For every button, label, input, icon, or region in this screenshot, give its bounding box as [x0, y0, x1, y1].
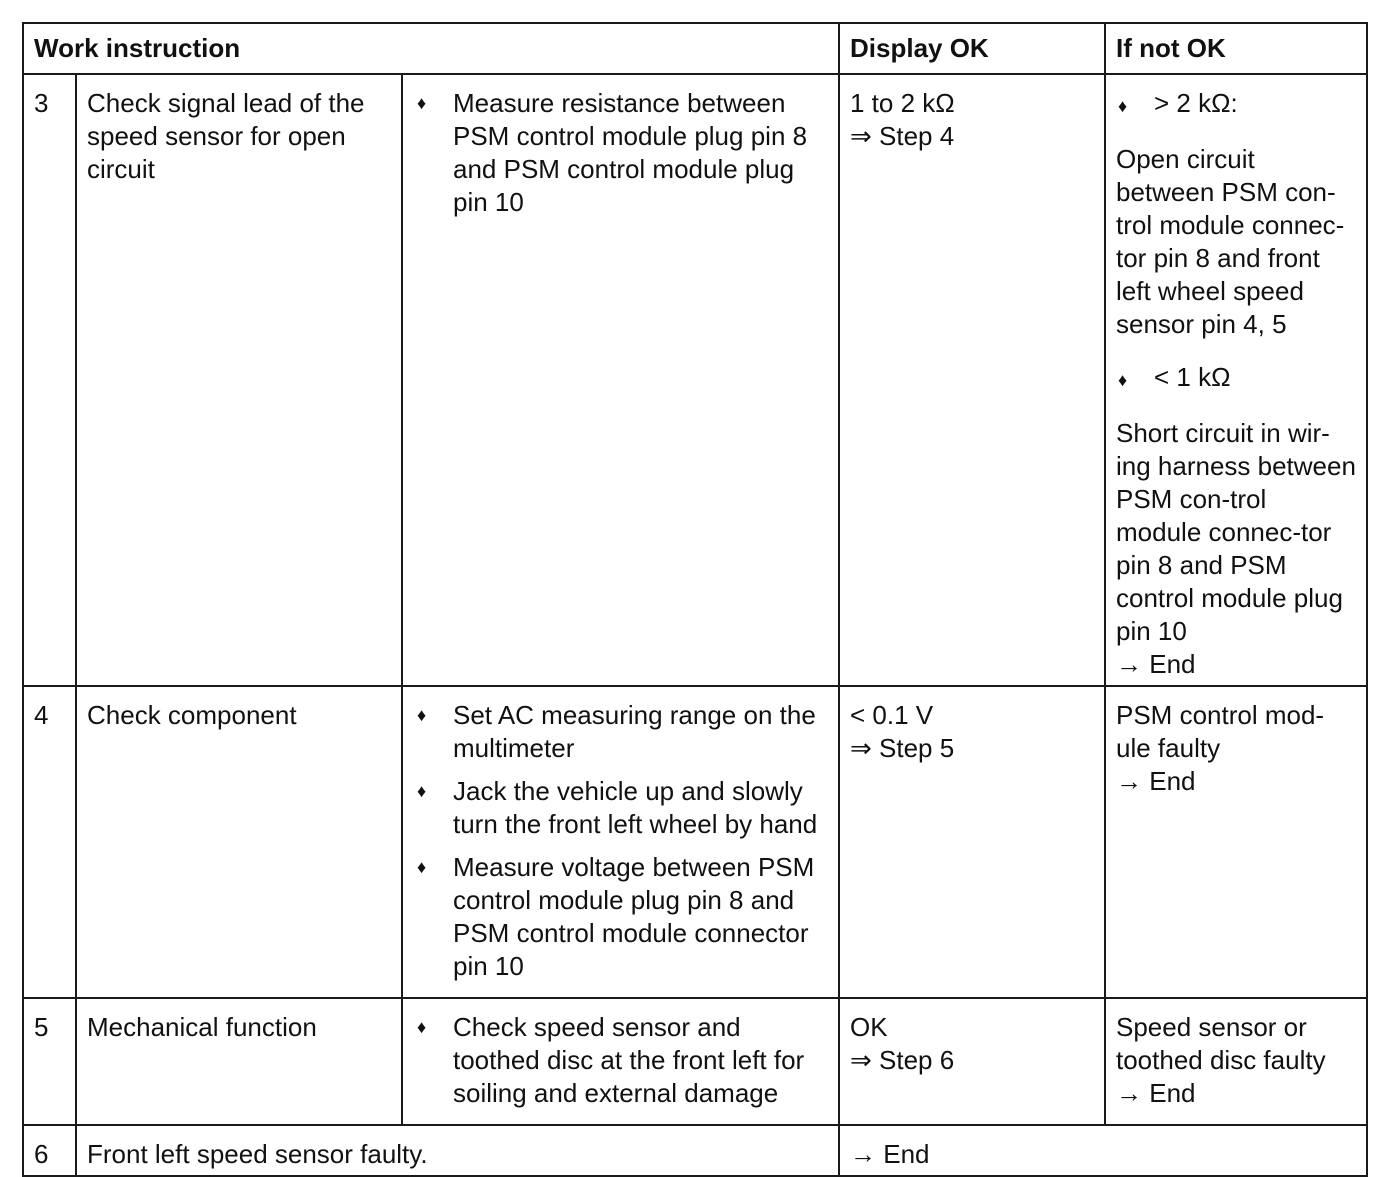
diamond-bullet-icon: ♦	[417, 781, 427, 801]
action-item: ♦ Measure voltage between PSM control module plug pin 8 and PSM control module connector pin 10	[417, 852, 815, 981]
condition-high: ♦ > 2 kΩ:	[1116, 87, 1356, 123]
display-ok-cell	[839, 686, 1105, 998]
display-ok-value: < 0.1 V	[850, 700, 934, 730]
condition-high-text: Open circuit between PSM con-trol module connec-tor pin 8 and front left wheel speed sensor pin 4, 5	[1116, 144, 1345, 339]
table-row	[23, 1125, 1367, 1176]
action-item: ♦ Set AC measuring range on the multimeter	[417, 700, 816, 763]
step-number: 4	[23, 686, 76, 998]
header-work-instruction: Work instruction	[23, 23, 839, 74]
check-description: Mechanical function	[76, 998, 402, 1125]
action-item: ♦ Jack the vehicle up and slowly turn the front left wheel by hand	[417, 776, 818, 839]
display-ok-next: ⇒ Step 4	[850, 121, 955, 151]
display-ok-next: ⇒ Step 5	[850, 733, 955, 763]
result-end: → End	[1116, 649, 1196, 679]
fault-text: PSM control mod-ule faulty	[1116, 700, 1325, 763]
diamond-bullet-icon: ♦	[417, 1017, 427, 1037]
actions-cell	[402, 998, 839, 1125]
display-ok-cell	[839, 998, 1105, 1125]
diamond-bullet-icon: ♦	[1118, 96, 1128, 116]
display-ok-value: OK	[850, 1012, 888, 1042]
check-description: Front left speed sensor faulty.	[76, 1125, 839, 1176]
if-not-ok-cell	[1105, 74, 1367, 686]
work-instruction-table	[22, 22, 1368, 1177]
result-end: → End	[1116, 1078, 1196, 1108]
step-number: 3	[23, 74, 76, 686]
header-row	[23, 23, 1367, 74]
header-display-ok: Display OK	[839, 23, 1105, 74]
diamond-bullet-icon: ♦	[417, 857, 427, 877]
diamond-bullet-icon: ♦	[417, 93, 427, 113]
step-number: 5	[23, 998, 76, 1125]
table-row	[23, 74, 1367, 686]
display-ok-cell: → End	[839, 1125, 1367, 1176]
display-ok-value: 1 to 2 kΩ	[850, 88, 955, 118]
if-not-ok-cell	[1105, 686, 1367, 998]
table-row	[23, 686, 1367, 998]
diamond-bullet-icon: ♦	[1118, 370, 1128, 390]
action-item: ♦ Check speed sensor and toothed disc at the front left for soiling and external damage	[417, 1012, 805, 1108]
display-ok-next: ⇒ Step 6	[850, 1045, 955, 1075]
action-item: ♦ Measure resistance between PSM control module plug pin 8 and PSM control module plug pin 10	[417, 88, 808, 217]
if-not-ok-cell	[1105, 998, 1367, 1125]
actions-cell	[402, 74, 839, 686]
condition-low-text: Short circuit in wir-ing harness between PSM con-trol module connec-tor pin 8 and PSM control module plug pin 10	[1116, 418, 1356, 646]
check-description: Check component	[76, 686, 402, 998]
check-description: Check signal lead of the speed sensor for open circuit	[76, 74, 402, 686]
diamond-bullet-icon: ♦	[417, 705, 427, 725]
result-end: → End	[1116, 766, 1196, 796]
step-number: 6	[23, 1125, 76, 1176]
actions-cell	[402, 686, 839, 998]
display-ok-cell	[839, 74, 1105, 686]
fault-text: Speed sensor or toothed disc faulty	[1116, 1012, 1326, 1075]
condition-low: ♦ < 1 kΩ	[1116, 361, 1356, 397]
header-if-not-ok: If not OK	[1105, 23, 1367, 74]
table-row	[23, 998, 1367, 1125]
